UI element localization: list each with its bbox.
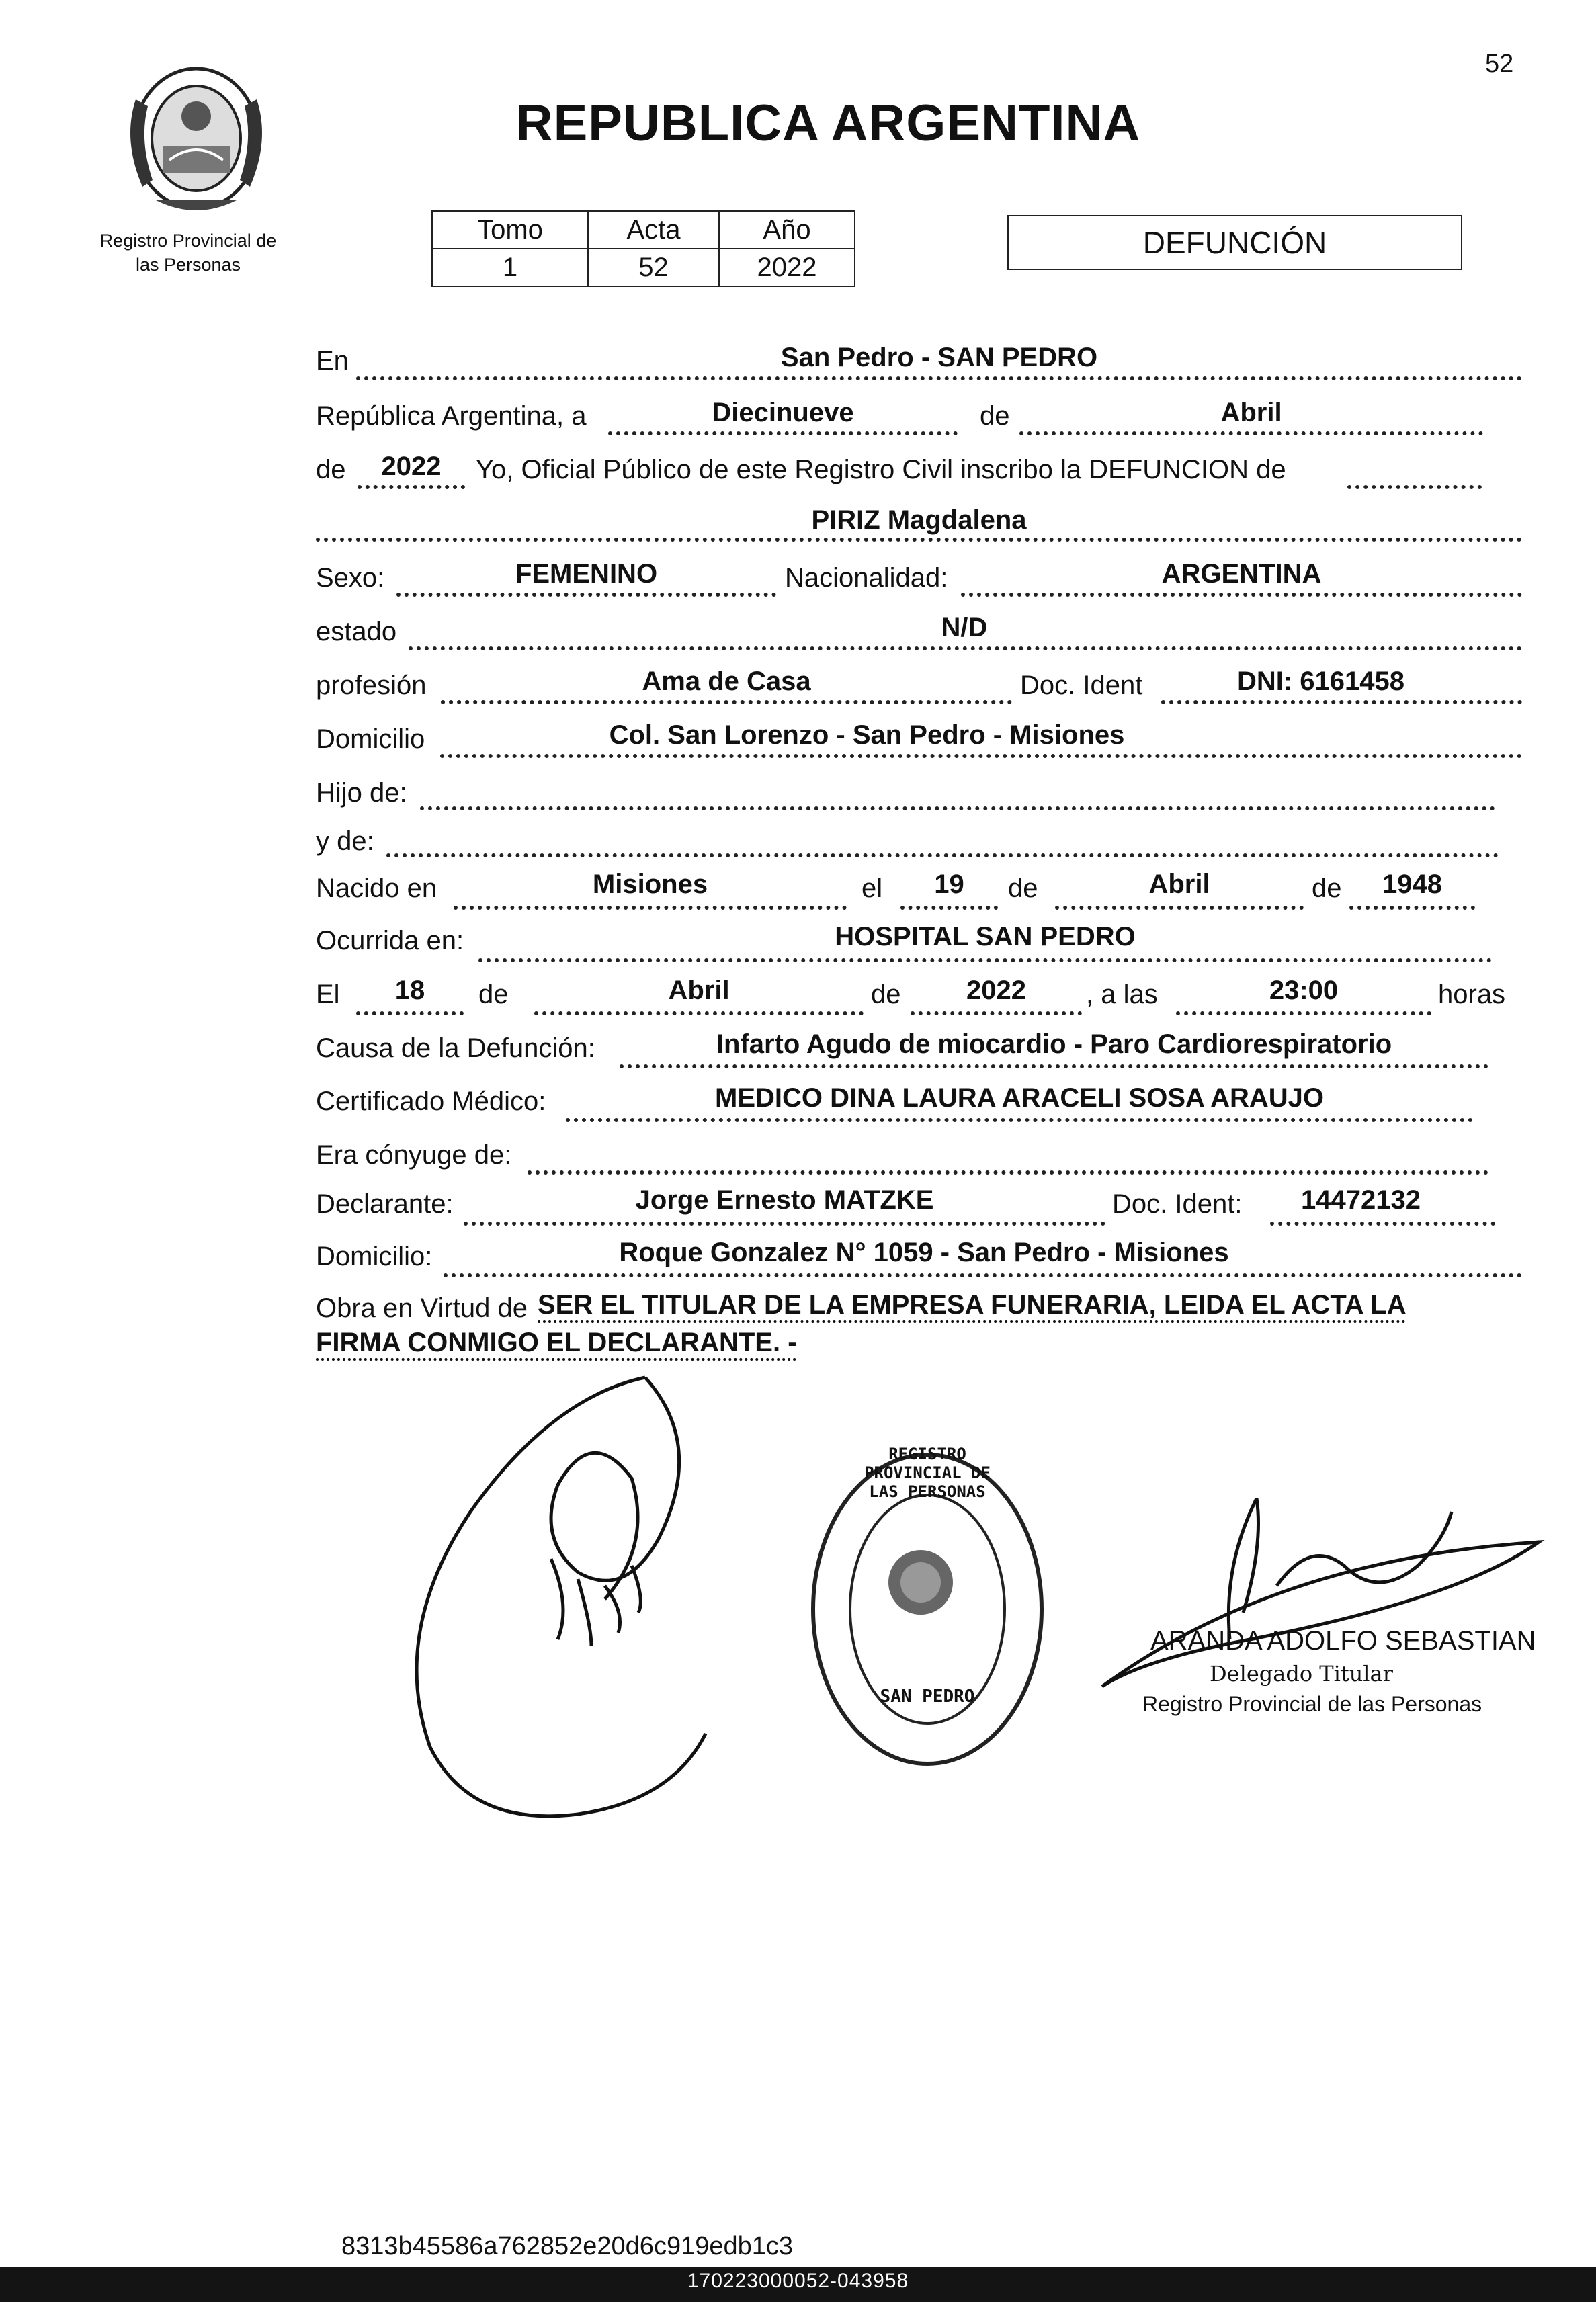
registry-line-1: Registro Provincial de [99, 230, 277, 251]
registry-label [74, 228, 302, 277]
official-signature [1102, 1498, 1539, 1687]
field-obra-line-1: SER EL TITULAR DE LA EMPRESA FUNERARIA, LEIDA EL ACTA LA [538, 1290, 1406, 1320]
field-def-anio: 2022 [966, 976, 1026, 1005]
label-horas: horas [1438, 980, 1506, 1009]
field-declarante: Jorge Ernesto MATZKE [635, 1185, 934, 1215]
field-documento: DNI: 6161458 [1236, 667, 1405, 696]
dotted-line [386, 853, 1499, 857]
field-nacido-en: Misiones [592, 869, 708, 899]
footer-code: 170223000052-043958 [687, 2270, 909, 2292]
field-causa: Infarto Agudo de miocardio - Paro Cardiorespiratorio [716, 1029, 1392, 1059]
dotted-line [620, 1064, 1488, 1068]
field-dia: Diecinueve [712, 398, 854, 427]
field-profesion: Ama de Casa [642, 667, 811, 696]
label-en: En [316, 346, 349, 376]
dotted-line [566, 1118, 1473, 1122]
seal-bottom-text: SAN PEDRO [880, 1687, 975, 1707]
document-title: REPUBLICA ARGENTINA [515, 95, 1141, 152]
dotted-line [478, 958, 1492, 962]
label-de: de [871, 980, 901, 1009]
label-sexo: Sexo: [316, 563, 385, 593]
label-declarante: Declarante: [316, 1189, 454, 1219]
label-de: de [478, 980, 509, 1009]
official-seal [813, 1455, 1042, 1764]
field-nac-anio: 1948 [1382, 869, 1442, 899]
field-obra-line-2: FIRMA CONMIGO EL DECLARANTE. - [316, 1328, 797, 1357]
record-header-anio: Año [719, 211, 855, 249]
dotted-line [608, 431, 958, 435]
field-def-mes: Abril [668, 976, 730, 1005]
label-profesion: profesión [316, 671, 427, 700]
label-el-cap: El [316, 980, 340, 1009]
label-de: de [980, 401, 1010, 431]
label-nacionalidad: Nacionalidad: [785, 563, 948, 593]
label-republica: República Argentina, a [316, 401, 587, 431]
record-value-acta: 52 [588, 249, 719, 286]
field-def-dia: 18 [394, 976, 425, 1005]
dotted-line [464, 1222, 1105, 1226]
field-nac-dia: 19 [934, 869, 964, 899]
label-doc-ident: Doc. Ident [1020, 671, 1143, 700]
field-ocurrida-en: HOSPITAL SAN PEDRO [835, 922, 1136, 951]
label-inscribo: Yo, Oficial Público de este Registro Civil inscribo la DEFUNCION de [476, 455, 1286, 484]
dotted-line [1019, 431, 1483, 435]
record-value-tomo: 1 [432, 249, 588, 286]
dotted-line [316, 538, 1522, 542]
dotted-line [358, 485, 465, 489]
field-nacionalidad: ARGENTINA [1161, 559, 1322, 589]
record-value-row [432, 249, 855, 286]
label-de: de [1312, 873, 1342, 903]
label-a-las: , a las [1086, 980, 1158, 1009]
field-def-hora: 23:00 [1269, 976, 1339, 1005]
field-mes: Abril [1220, 398, 1282, 427]
dotted-line [911, 1011, 1082, 1015]
field-nombre: PIRIZ Magdalena [811, 505, 1027, 535]
dotted-line [356, 1011, 464, 1015]
official-role: Delegado Titular [1210, 1661, 1393, 1687]
dotted-line [900, 906, 998, 910]
label-y-de: y de: [316, 826, 374, 856]
field-estado: N/D [941, 613, 988, 642]
record-type-box: DEFUNCIÓN [1007, 215, 1462, 270]
field-domicilio: Col. San Lorenzo - San Pedro - Misiones [609, 720, 1125, 750]
document-hash: 8313b45586a762852e20d6c919edb1c3 [341, 2232, 794, 2260]
dotted-line [1349, 906, 1475, 910]
dotted-line [441, 700, 1012, 704]
field-lugar: San Pedro - SAN PEDRO [780, 343, 1098, 372]
page-number: 52 [1485, 50, 1514, 78]
dotted-line [440, 754, 1522, 758]
dotted-line [444, 1273, 1522, 1277]
registry-line-2: las Personas [135, 255, 241, 275]
record-value-anio: 2022 [719, 249, 855, 286]
label-de: de [316, 455, 346, 484]
dotted-line [534, 1011, 864, 1015]
dotted-line [1270, 1222, 1495, 1226]
label-estado: estado [316, 617, 397, 646]
field-sexo: FEMENINO [515, 559, 658, 589]
field-nac-mes: Abril [1148, 869, 1210, 899]
dotted-line [356, 376, 1522, 380]
dotted-line [1161, 700, 1522, 704]
record-table [431, 210, 855, 287]
label-obra: Obra en Virtud de [316, 1293, 528, 1323]
seal-text: REGISTRO PROVINCIAL DE LAS PERSONAS [864, 1445, 991, 1501]
dotted-line [528, 1170, 1488, 1175]
label-nacido-en: Nacido en [316, 873, 437, 903]
record-header-tomo: Tomo [432, 211, 588, 249]
dotted-line [454, 906, 847, 910]
label-ocurrida-en: Ocurrida en: [316, 926, 464, 955]
dotted-line [1347, 485, 1482, 489]
declarant-signature [417, 1377, 706, 1816]
field-anio: 2022 [381, 452, 442, 481]
field-declarante-domicilio: Roque Gonzalez N° 1059 - San Pedro - Misiones [619, 1238, 1229, 1267]
official-registry: Registro Provincial de las Personas [1142, 1692, 1482, 1716]
dotted-line [396, 593, 776, 597]
label-hijo-de: Hijo de: [316, 778, 407, 808]
dotted-line [1176, 1011, 1431, 1015]
dotted-line [961, 593, 1522, 597]
label-el: el [862, 873, 883, 903]
label-de: de [1008, 873, 1038, 903]
label-domicilio-2: Domicilio: [316, 1242, 433, 1271]
label-causa: Causa de la Defunción: [316, 1033, 595, 1063]
dotted-line [420, 806, 1495, 810]
record-header-acta: Acta [588, 211, 719, 249]
label-doc-ident-2: Doc. Ident: [1112, 1189, 1243, 1219]
dotted-line [1055, 906, 1304, 910]
dotted-line [409, 646, 1522, 650]
label-certificado: Certificado Médico: [316, 1086, 546, 1116]
label-conyuge: Era cónyuge de: [316, 1140, 512, 1170]
official-name: ARANDA ADOLFO SEBASTIAN [1150, 1626, 1536, 1656]
field-declarante-doc: 14472132 [1301, 1185, 1421, 1215]
label-domicilio: Domicilio [316, 724, 425, 754]
record-header-row [432, 211, 855, 249]
field-certificado: MEDICO DINA LAURA ARACELI SOSA ARAUJO [715, 1083, 1324, 1113]
